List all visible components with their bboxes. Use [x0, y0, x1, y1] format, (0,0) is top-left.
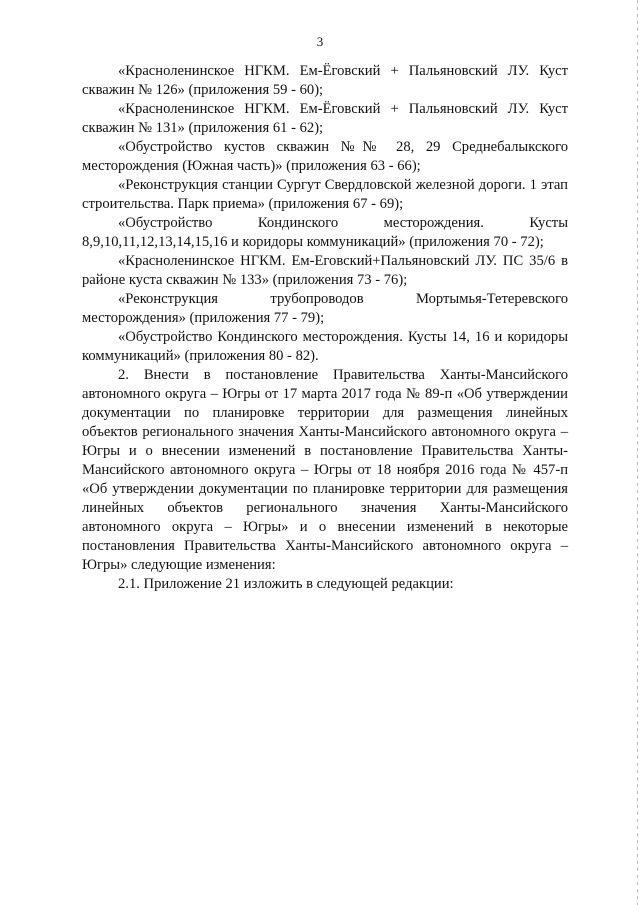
list-item-project: «Реконструкция трубопроводов Мортымья-Тетеревского месторождения» (приложения 77 - 79); — [82, 291, 568, 326]
scan-edge-divider — [637, 0, 638, 905]
page-number: 3 — [316, 34, 324, 49]
list-item-project: «Красноленинское НГКМ. Ем-Еговский+Пальяновский ЛУ. ПС 35/6 в районе куста скважин № 133» (приложения 73 - 76); — [82, 253, 568, 288]
list-item-project: «Обустройство Кондинского месторождения. Кусты 14, 16 и коридоры коммуникаций» (приложения 80 - 82). — [82, 329, 568, 364]
clause-2-1-paragraph: 2.1. Приложение 21 изложить в следующей редакции: — [118, 576, 454, 592]
list-item-project: «Обустройство кустов скважин №№ 28, 29 Среднебалыкского месторождения (Южная часть)» (приложения 63 - 66); — [82, 139, 568, 174]
list-item-project: «Красноленинское НГКМ. Ем-Ёговский + Пальяновский ЛУ. Куст скважин № 131» (приложения 61 - 62); — [82, 101, 568, 136]
document-body — [82, 62, 568, 594]
clause-2-paragraph: 2. Внести в постановление Правительства Ханты-Мансийского автономного округа – Югры от 17 марта 2017 года № 89-п «Об утверждении документации по планировке территории для размещения линейных объектов регионального значения Ханты-Мансийского автономного округа – Югры и о внесении изменений в постановление Правительства Ханты-Мансийского автономного округа – Югры от 18 ноября 2016 года № 457-п «Об утверждении документации по планировке территории для размещения линейных объектов регионального значения Ханты-Мансийского автономного округа – Югры» и о внесении изменений в некоторые постановления Правительства Ханты-Мансийского автономного округа – Югры» следующие изменения: — [82, 367, 568, 573]
list-item-project: «Красноленинское НГКМ. Ем-Ёговский + Пальяновский ЛУ. Куст скважин № 126» (приложения 59 - 60); — [82, 63, 568, 98]
list-item-project: «Реконструкция станции Сургут Свердловской железной дороги. 1 этап строительства. Парк приема» (приложения 67 - 69); — [82, 177, 568, 212]
list-item-project: «Обустройство Кондинского месторождения. Кусты 8,9,10,11,12,13,14,15,16 и коридоры коммуникаций» (приложения 70 - 72); — [82, 215, 568, 250]
